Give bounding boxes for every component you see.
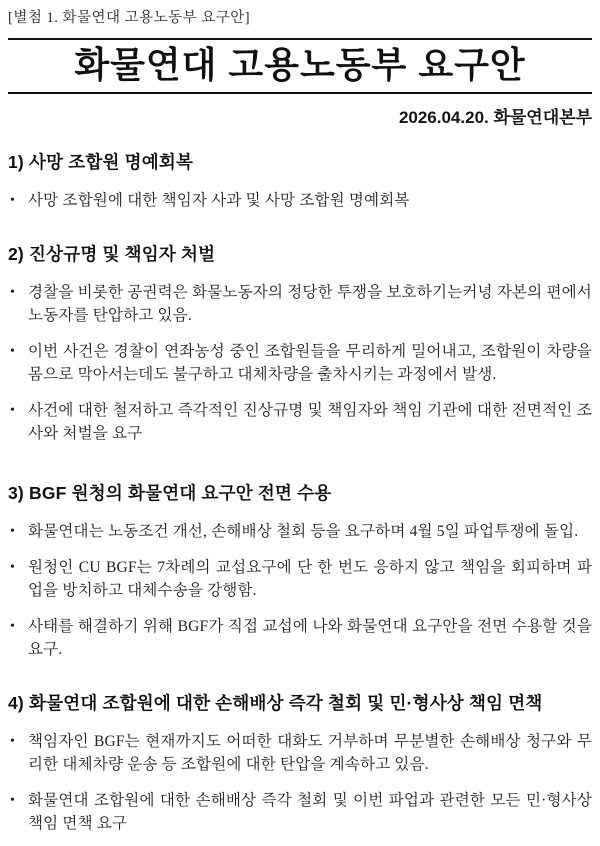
bullet-icon: • [10, 524, 15, 539]
bullet-icon: • [10, 793, 15, 808]
section-3 [8, 481, 592, 661]
bullet-text: 사태를 해결하기 위해 BGF가 직접 교섭에 나와 화물연대 요구안을 전면 수용할 것을 요구. [28, 618, 592, 658]
bullet-text: 이번 사건은 경찰이 연좌농성 중인 조합원들을 무리하게 밀어내고, 조합원이 차량을 몸으로 막아서는데도 불구하고 대체차량을 출차시키는 과정에서 발생. [28, 343, 592, 383]
bullet-text: 사건에 대한 철저하고 즉각적인 진상규명 및 책임자와 책임 기관에 대한 전면적인 조사와 처벌을 요구 [28, 402, 592, 442]
bullet-text: 화물연대 조합원에 대한 손해배상 즉각 철회 및 이번 파업과 관련한 모든 민·형사상 책임 면책 요구 [28, 792, 592, 832]
bullet-icon: • [10, 344, 15, 359]
bullet-text: 경찰을 비롯한 공권력은 화물노동자의 정당한 투쟁을 보호하기는커녕 자본의 편에서 노동자를 탄압하고 있음. [28, 284, 592, 324]
bullet-item [10, 189, 592, 212]
bullet-icon: • [10, 560, 15, 575]
bullet-icon: • [10, 619, 15, 634]
section-4 [8, 691, 592, 835]
title-block [8, 38, 592, 94]
section-1-heading: 1) 사망 조합원 명예회복 [8, 152, 194, 172]
bullet-item [10, 615, 592, 661]
date-author-line: 2026.04.20. 화물연대본부 [398, 108, 592, 127]
bullet-icon: • [10, 734, 15, 749]
section-4-heading: 4) 화물연대 조합원에 대한 손해배상 즉각 철회 및 민·형사상 책임 면책 [8, 693, 543, 713]
page-title: 화물연대 고용노동부 요구안 [74, 44, 526, 85]
bullet-icon: • [10, 403, 15, 418]
section-3-heading: 3) BGF 원청의 화물연대 요구안 전면 수용 [8, 483, 332, 503]
bullet-text: 책임자인 BGF는 현재까지도 어떠한 대화도 거부하며 무분별한 손해배상 청구와 무리한 대체차량 운송 등 조합원에 대한 탄압을 계속하고 있음. [28, 733, 592, 773]
section-2-heading: 2) 진상규명 및 책임자 처벌 [8, 244, 216, 264]
bullet-text: 원청인 CU BGF는 7차례의 교섭요구에 단 한 번도 응하지 않고 책임을 회피하며 파업을 방치하고 대체수송을 강행함. [28, 559, 592, 599]
bullet-item [10, 730, 592, 776]
bullet-item [10, 340, 592, 386]
bullet-icon: • [10, 193, 15, 208]
attachment-label: [별첨 1. 화물연대 고용노동부 요구안] [8, 10, 251, 26]
bullet-item [10, 281, 592, 327]
bullet-text: 사망 조합원에 대한 책임자 사과 및 사망 조합원 명예회복 [28, 192, 410, 209]
bullet-item [10, 520, 592, 543]
bullet-icon: • [10, 285, 15, 300]
section-1 [8, 150, 592, 212]
bullet-item [10, 399, 592, 445]
bullet-text: 화물연대는 노동조건 개선, 손해배상 철회 등을 요구하며 4월 5일 파업투쟁에 돌입. [28, 523, 579, 540]
bullet-item [10, 556, 592, 602]
section-2 [8, 242, 592, 445]
bullet-item [10, 789, 592, 835]
